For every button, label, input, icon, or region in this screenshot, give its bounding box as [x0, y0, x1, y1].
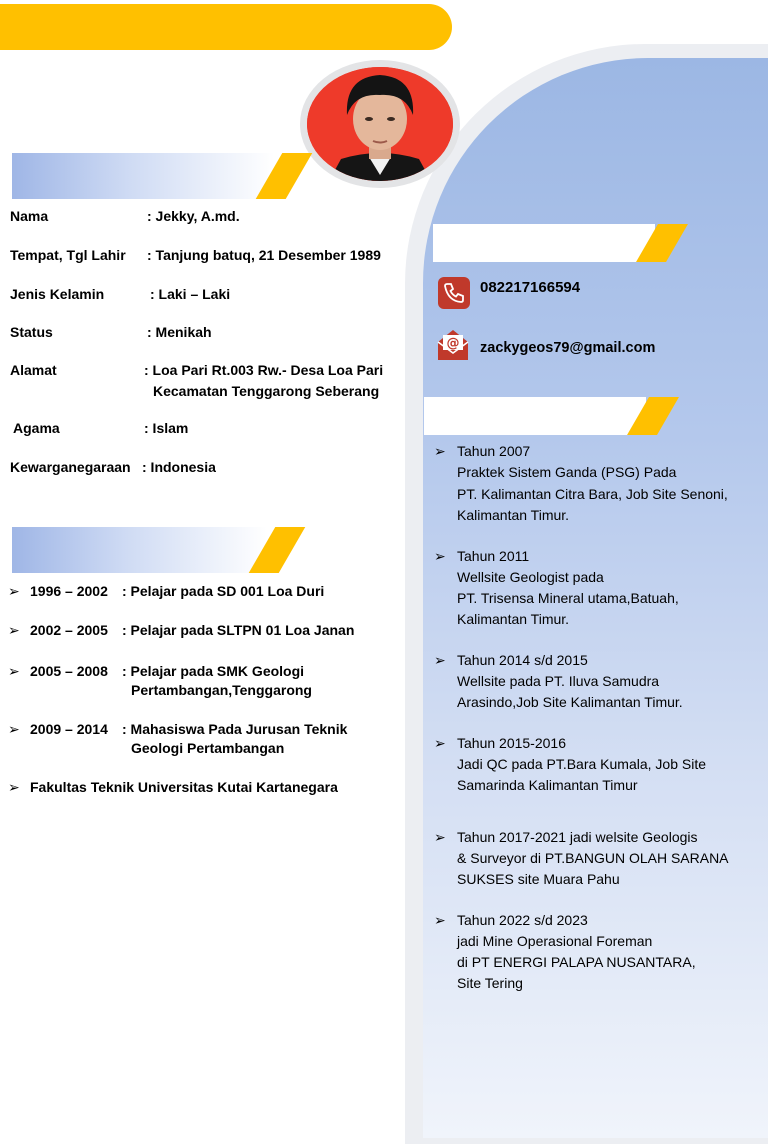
education-desc: : Mahasiswa Pada Jurusan Teknik — [122, 721, 348, 737]
address-label: Alamat — [10, 362, 57, 378]
bullet-arrow-icon: ➢ — [8, 622, 20, 638]
education-years: 1996 – 2002 — [30, 583, 108, 599]
birth-label: Tempat, Tgl Lahir — [10, 247, 126, 263]
experience-line: SUKSES site Muara Pahu — [457, 871, 620, 887]
bullet-arrow-icon: ➢ — [434, 912, 446, 928]
religion-label: Agama — [13, 420, 60, 436]
bullet-arrow-icon: ➢ — [434, 829, 446, 845]
experience-line: Samarinda Kalimantan Timur — [457, 777, 638, 793]
education-desc: Fakultas Teknik Universitas Kutai Kartanegara — [30, 779, 338, 795]
bullet-arrow-icon: ➢ — [8, 779, 20, 795]
education-desc: : Pelajar pada SD 001 Loa Duri — [122, 583, 325, 599]
gender-value: : Laki – Laki — [150, 286, 231, 302]
bullet-arrow-icon: ➢ — [8, 583, 20, 599]
person-portrait-icon — [307, 67, 453, 181]
personal-info-banner — [12, 153, 304, 199]
education-years: 2005 – 2008 — [30, 663, 108, 679]
bullet-arrow-icon: ➢ — [8, 721, 20, 737]
experience-line: di PT ENERGI PALAPA NUSANTARA, — [457, 954, 696, 970]
experience-line: Kalimantan Timur. — [457, 507, 570, 523]
experience-year: Tahun 2022 s/d 2023 — [457, 912, 588, 928]
status-label: Status — [10, 324, 53, 340]
experience-year: Tahun 2007 — [457, 443, 531, 459]
address-value-2: Kecamatan Tenggarong Seberang — [153, 383, 380, 399]
experience-line: Site Tering — [457, 975, 523, 991]
bullet-arrow-icon: ➢ — [434, 443, 446, 459]
contact-banner — [433, 224, 683, 262]
svg-text:@: @ — [446, 336, 460, 351]
experience-line: PT. Kalimantan Citra Bara, Job Site Senoni, — [457, 486, 728, 502]
education-desc: : Pelajar pada SLTPN 01 Loa Janan — [122, 622, 355, 638]
phone-icon-box — [438, 277, 470, 309]
status-value: : Menikah — [147, 324, 212, 340]
address-value: : Loa Pari Rt.003 Rw.- Desa Loa Pari — [144, 362, 384, 378]
experience-line: Arasindo,Job Site Kalimantan Timur. — [457, 694, 683, 710]
bullet-arrow-icon: ➢ — [434, 548, 446, 564]
gender-label: Jenis Kelamin — [10, 286, 105, 302]
birth-value: : Tanjung batuq, 21 Desember 1989 — [147, 247, 381, 263]
nationality-value: : Indonesia — [142, 459, 216, 475]
education-years: 2009 – 2014 — [30, 721, 108, 737]
experience-line: Wellsite pada PT. Iluva Samudra — [457, 673, 660, 689]
experience-line: PT. Trisensa Mineral utama,Batuah, — [457, 590, 679, 606]
phone-icon — [438, 277, 470, 309]
profile-photo — [307, 67, 453, 181]
bullet-arrow-icon: ➢ — [434, 735, 446, 751]
education-desc-2: Pertambangan,Tenggarong — [131, 682, 312, 698]
bullet-arrow-icon: ➢ — [434, 652, 446, 668]
experience-line: Jadi QC pada PT.Bara Kumala, Job Site — [457, 756, 707, 772]
experience-line: Kalimantan Timur. — [457, 611, 570, 627]
experience-year: Tahun 2015-2016 — [457, 735, 566, 751]
education-years: 2002 – 2005 — [30, 622, 108, 638]
top-accent-bar — [0, 4, 452, 50]
email-icon — [436, 328, 470, 362]
experience-year: Tahun 2014 s/d 2015 — [457, 652, 588, 668]
experience-line: Praktek Sistem Ganda (PSG) Pada — [457, 464, 677, 480]
religion-value: : Islam — [144, 420, 189, 436]
name-value: : Jekky, A.md. — [147, 208, 240, 224]
email-address[interactable]: zackygeos79@gmail.com — [480, 340, 656, 356]
experience-year: Tahun 2011 — [457, 548, 530, 564]
experience-year: Tahun 2017-2021 jadi welsite Geologis — [457, 829, 698, 845]
experience-line: jadi Mine Operasional Foreman — [457, 933, 653, 949]
name-label: Nama — [10, 208, 49, 224]
experience-banner — [424, 397, 674, 435]
education-banner — [12, 527, 297, 573]
email-icon-box — [436, 328, 470, 362]
phone-number[interactable]: 082217166594 — [480, 279, 581, 296]
nationality-label: Kewarganegaraan — [10, 459, 131, 475]
bullet-arrow-icon: ➢ — [8, 663, 20, 679]
experience-line: Wellsite Geologist pada — [457, 569, 604, 585]
education-desc-2: Geologi Pertambangan — [131, 740, 285, 756]
education-desc: : Pelajar pada SMK Geologi — [122, 663, 305, 679]
experience-line: & Surveyor di PT.BANGUN OLAH SARANA — [457, 850, 729, 866]
